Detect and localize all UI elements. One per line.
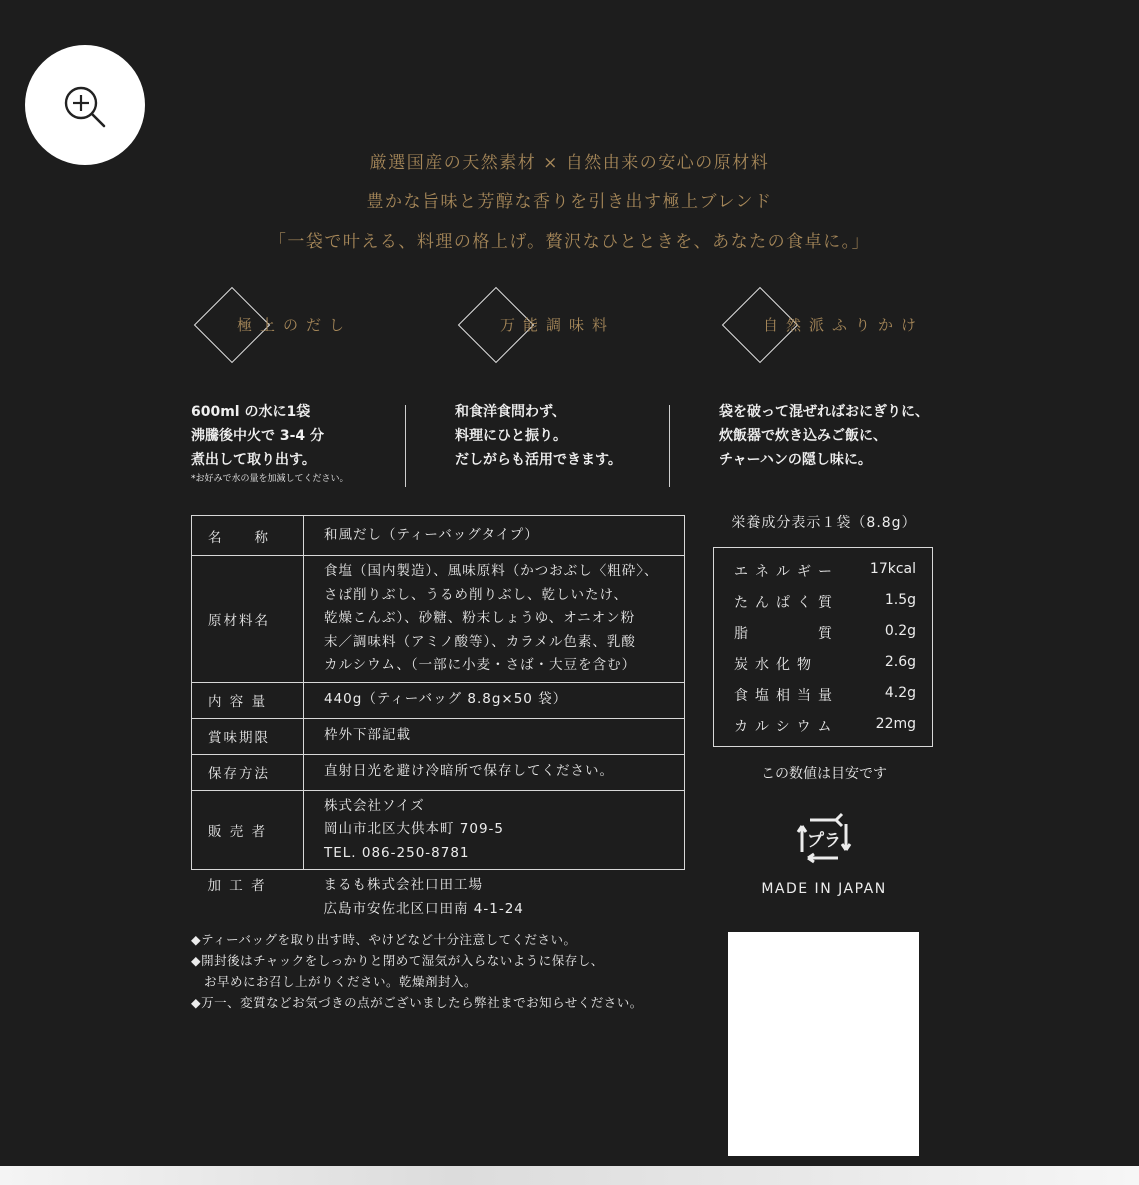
value-line: さば削りぶし、うるめ削りぶし、乾しいたけ、 xyxy=(324,586,628,603)
table-row xyxy=(192,556,685,683)
nutrition-table xyxy=(713,547,933,747)
desc-line: 沸騰後中火で 3-4 分 xyxy=(191,428,325,444)
recycle-pura-icon xyxy=(796,812,852,866)
value-line: 食塩（国内製造）、風味原料（かつおぶし〈粗砕〉、 xyxy=(324,563,659,579)
nutrient-name: 食塩相当量 xyxy=(734,688,839,704)
nutrient-name: エネルギー xyxy=(734,564,839,580)
value-line: TEL. 086-250-8781 xyxy=(324,844,470,861)
nutrition-row xyxy=(734,592,916,612)
row-label: 原材料名 xyxy=(192,556,304,683)
row-value xyxy=(304,718,685,754)
value-line: 乾燥こんぶ）、砂糖、粉末しょうゆ、オニオン粉 xyxy=(324,610,636,626)
made-in-label: MADE IN JAPAN xyxy=(761,881,887,897)
row-value xyxy=(304,790,685,870)
divider-1 xyxy=(405,405,406,487)
value-line: 和風だし（ティーバッグタイプ） xyxy=(324,526,539,543)
desc-line: 和食洋食問わず、 xyxy=(455,404,566,420)
row-value xyxy=(304,556,685,683)
divider-2 xyxy=(669,405,670,487)
nutrition-title: 栄養成分表示１袋（8.8g） xyxy=(731,515,917,531)
value-line: 岡山市北区大供本町 709-5 xyxy=(324,821,505,837)
value-line: カルシウム、（一部に小麦・さば・大豆を含む） xyxy=(324,657,637,673)
note-line: ◆ティーバッグを取り出す時、やけどなど十分注意してください。 xyxy=(191,932,577,947)
row-label: 名 称 xyxy=(192,516,304,556)
desc-line: チャーハンの隠し味に。 xyxy=(719,452,872,468)
row-value xyxy=(304,516,685,556)
nutrient-name: 炭水化物 xyxy=(734,657,818,673)
caution-notes xyxy=(191,929,643,1013)
feature-desc-seasoning xyxy=(455,400,622,472)
product-info-table xyxy=(191,515,685,926)
desc-line: 600ml の水に1袋 xyxy=(191,404,311,420)
nutrient-name: カルシウム xyxy=(734,719,839,735)
zoom-in-icon xyxy=(61,83,109,131)
table-row xyxy=(192,718,685,754)
desc-line: 煮出して取り出す。 xyxy=(191,452,316,468)
nutrient-value: 4.2g xyxy=(884,685,916,701)
table-row xyxy=(192,790,685,870)
value-line: 直射日光を避け冷暗所で保存してください。 xyxy=(324,763,614,780)
nutrient-value: 17kcal xyxy=(869,561,916,577)
row-label: 加 工 者 xyxy=(207,878,267,894)
desc-note: *お好みで水の量を加減してください。 xyxy=(191,474,349,484)
row-label: 保存方法 xyxy=(192,754,304,790)
table-row xyxy=(192,754,685,790)
nutrition-row xyxy=(734,654,916,674)
note-line: お早めにお召し上がりください。乾燥剤封入。 xyxy=(191,974,478,989)
blank-label-area xyxy=(728,932,919,1156)
bottom-strip xyxy=(0,1166,1139,1185)
nutrition-row xyxy=(734,685,916,705)
desc-line: 料理にひと振り。 xyxy=(455,428,567,444)
note-line: ◆万一、変質などお気づきの点がございましたら弊社までお知らせください。 xyxy=(191,995,643,1010)
nutrient-name: たんぱく質 xyxy=(734,595,839,611)
feature-desc-dashi xyxy=(191,400,349,486)
desc-line: 炊飯器で炊き込みご飯に、 xyxy=(719,428,887,444)
row-value xyxy=(304,754,685,790)
nutrient-name: 脂 質 xyxy=(734,626,839,642)
desc-line: 袋を破って混ぜればおにぎりに、 xyxy=(719,404,929,420)
tagline-1: 厳選国産の天然素材 × 自然由来の安心の原材料 xyxy=(369,153,770,173)
table-row xyxy=(192,516,685,556)
value-line: 株式会社ソイズ xyxy=(324,797,425,814)
nutrition-row xyxy=(734,561,916,581)
row-value xyxy=(304,682,685,718)
note-line: ◆開封後はチャックをしっかりと閉めて湿気が入らないように保存し、 xyxy=(191,953,604,968)
nutrient-value: 2.6g xyxy=(884,654,916,670)
nutrition-footnote: この数値は目安です xyxy=(761,766,887,782)
zoom-button[interactable] xyxy=(25,45,145,165)
row-label: 販 売 者 xyxy=(192,790,304,870)
value-line: まるも株式会社口田工場 xyxy=(323,877,483,893)
table-row xyxy=(192,870,685,926)
desc-line: だしがらも活用できます。 xyxy=(455,452,622,468)
feature-desc-furikake xyxy=(719,400,929,472)
tagline-3: 「一袋で叶える、料理の格上げ。贅沢なひとときを、あなたの食卓に。」 xyxy=(268,232,871,252)
feature-title-seasoning: 万能調味料 xyxy=(500,316,616,334)
row-label: 賞味期限 xyxy=(192,718,304,754)
value-line: 広島市安佐北区口田南 4-1-24 xyxy=(323,900,524,917)
table-row xyxy=(192,682,685,718)
nutrient-value: 0.2g xyxy=(884,623,916,639)
nutrition-row xyxy=(734,623,916,643)
value-line: 枠外下部記載 xyxy=(324,727,411,744)
nutrition-row xyxy=(734,716,916,736)
feature-title-furikake: 自然派ふりかけ xyxy=(763,316,925,334)
nutrient-value: 22mg xyxy=(875,716,916,732)
row-value xyxy=(304,870,685,926)
nutrient-value: 1.5g xyxy=(884,592,916,608)
value-line: 末／調味料（アミノ酸等）、カラメル色素、乳酸 xyxy=(324,633,636,650)
tagline-2: 豊かな旨味と芳醇な香りを引き出す極上ブレンド xyxy=(366,192,773,212)
value-line: 440g（ティーバッグ 8.8g×50 袋） xyxy=(324,691,568,708)
feature-title-dashi: 極上のだし xyxy=(237,316,353,334)
row-label: 内 容 量 xyxy=(192,682,304,718)
recycle-label: プラ xyxy=(807,831,841,851)
